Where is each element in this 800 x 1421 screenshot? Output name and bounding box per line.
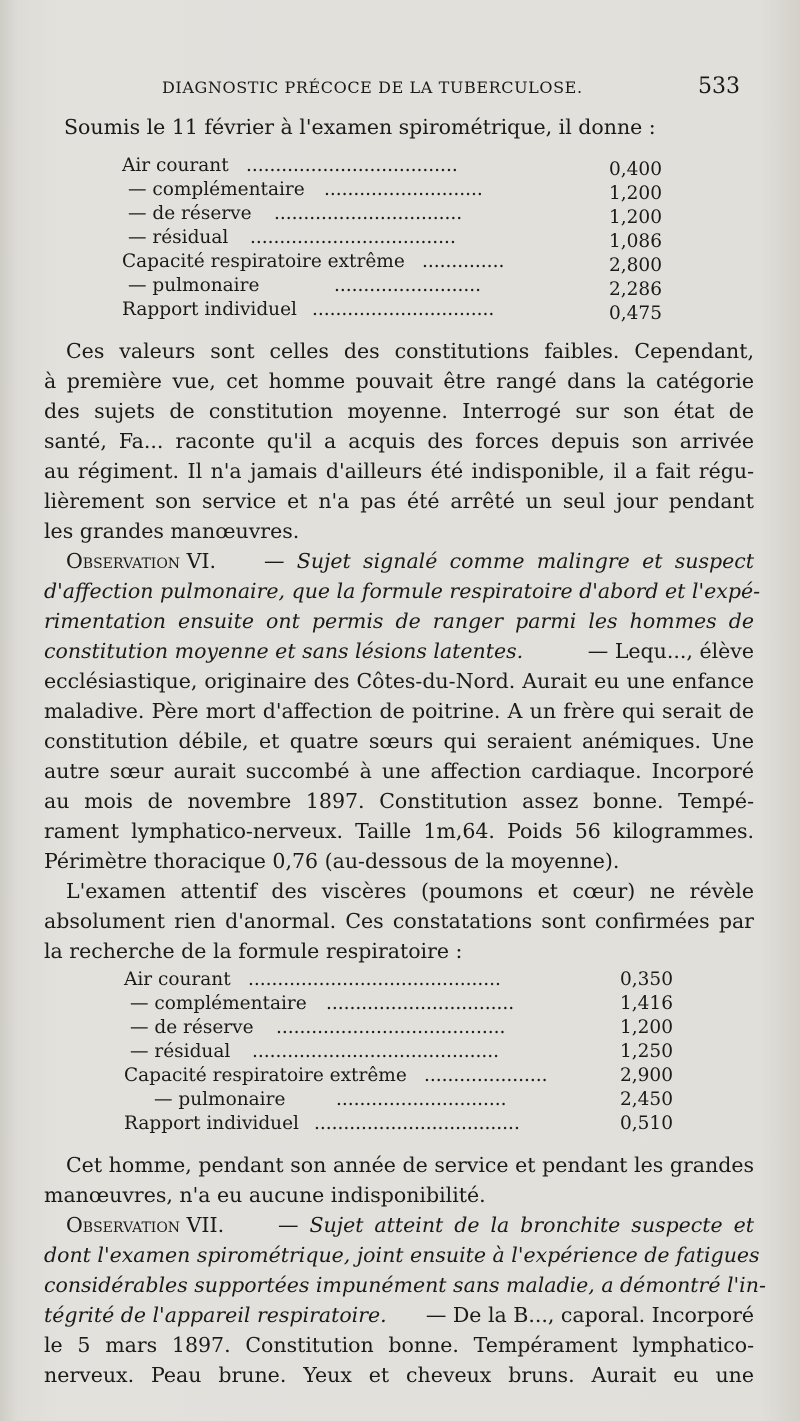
observation-title: — Sujet signalé comme malingre et suspect — [264, 549, 754, 573]
row-value: 0,400 — [609, 159, 662, 180]
leader-dots: ..................... — [424, 1065, 548, 1086]
leader-dots: ................................ — [274, 203, 463, 224]
observation-line — [66, 1210, 754, 1240]
row-label: Rapport individuel — [122, 299, 297, 320]
text-line: lièrement son service et n'a pas été arrêté un seul jour pendant — [44, 489, 754, 513]
row-label: Capacité respiratoire extrême — [122, 251, 405, 272]
text-line: le 5 mars 1897. Constitution bonne. Tempérament lymphatico- — [44, 1333, 754, 1357]
observation-title: d'affection pulmonaire, que la formule respiratoire d'abord et l'expé- — [44, 579, 760, 603]
text-line: Ces valeurs sont celles des constitutions faibles. Cependant, — [66, 339, 754, 363]
text-line: L'examen attentif des viscères (poumons et cœur) ne révèle — [66, 879, 754, 903]
row-label: Air courant — [124, 969, 231, 990]
row-label: Rapport individuel — [124, 1113, 299, 1134]
text-line: santé, Fa... raconte qu'il a acquis des forces depuis son arrivée — [44, 429, 754, 453]
leader-dots: .......................................... — [252, 1041, 499, 1062]
leader-dots: ........................................... — [248, 969, 501, 990]
text-line: Cet homme, pendant son année de service et pendant les grandes — [66, 1153, 754, 1177]
row-value: 1,200 — [609, 183, 662, 204]
text-line: constitution débile, et quatre sœurs qui seraient anémiques. Une — [44, 729, 754, 753]
row-label: — pulmonaire — [154, 1089, 286, 1110]
leader-dots: ........................... — [324, 179, 483, 200]
leader-dots: .............. — [422, 251, 505, 272]
intro-line: Soumis le 11 février à l'examen spirométrique, il donne : — [64, 115, 656, 139]
row-value: 1,200 — [609, 207, 662, 228]
observation-line — [66, 546, 754, 576]
text-line: des sujets de constitution moyenne. Interrogé sur son état de — [44, 399, 754, 423]
row-label: Air courant — [122, 155, 229, 176]
row-value: 2,450 — [620, 1089, 673, 1110]
observation-line — [44, 1300, 754, 1330]
row-value: 1,200 — [620, 1017, 673, 1038]
text-line: autre sœur aurait succombé à une affection cardiaque. Incorporé — [44, 759, 754, 783]
row-value: 0,350 — [620, 969, 673, 990]
text-line: Périmètre thoracique 0,76 (au-dessous de la moyenne). — [44, 849, 620, 873]
running-header — [140, 74, 740, 104]
text-line: les grandes manœuvres. — [44, 519, 300, 543]
leader-dots: ................................ — [326, 993, 515, 1014]
leader-dots: ....................................... — [276, 1017, 506, 1038]
text-line: à première vue, cet homme pouvait être rangé dans la catégorie — [44, 369, 754, 393]
row-label: — pulmonaire — [128, 275, 260, 296]
observation-title: dont l'examen spirométrique, joint ensuite à l'expérience de fatigues — [44, 1243, 760, 1267]
row-value: 1,416 — [620, 993, 673, 1014]
row-value: 2,800 — [609, 255, 662, 276]
row-label: — de réserve — [128, 203, 252, 224]
leader-dots: ............................... — [312, 299, 495, 320]
row-label: — complémentaire — [128, 179, 305, 200]
text-line: absolument rien d'anormal. Ces constatations sont confirmées par — [44, 909, 754, 933]
row-label: Capacité respiratoire extrême — [124, 1065, 407, 1086]
row-label: — résidual — [128, 227, 229, 248]
row-label: — résidual — [130, 1041, 231, 1062]
spirometry-table-1 — [122, 154, 682, 322]
text-line: au régiment. Il n'a jamais d'ailleurs été indisponible, il a fait régu- — [44, 459, 754, 483]
row-value: 0,510 — [620, 1113, 673, 1134]
observation-text: — Lequ..., élève — [587, 639, 754, 663]
observation-title: considérables supportées impunément sans maladie, a démontré l'in- — [44, 1273, 766, 1297]
observation-title: rimentation ensuite ont permis de ranger parmi les hommes de — [44, 609, 754, 633]
row-value: 1,086 — [609, 231, 662, 252]
leader-dots: .................................... — [246, 155, 458, 176]
page-number: 533 — [698, 74, 740, 99]
observation-heading: Observation VII. — [66, 1213, 225, 1237]
observation-text: — De la B..., caporal. Incorporé — [425, 1303, 754, 1327]
leader-dots: ................................... — [250, 227, 456, 248]
leader-dots: ................................... — [314, 1113, 520, 1134]
row-value: 0,475 — [609, 303, 662, 324]
text-line: nerveux. Peau brune. Yeux et cheveux bruns. Aurait eu une — [44, 1363, 754, 1387]
text-line: rament lymphatico-nerveux. Taille 1m,64. Poids 56 kilogrammes. — [44, 819, 754, 843]
text-line: manœuvres, n'a eu aucune indisponibilité. — [44, 1183, 486, 1207]
leader-dots: ............................. — [336, 1089, 507, 1110]
leader-dots: ......................... — [334, 275, 482, 296]
text-line: ecclésiastique, originaire des Côtes-du-Nord. Aurait eu une enfance — [44, 669, 754, 693]
observation-heading: Observation VI. — [66, 549, 216, 573]
observation-line — [44, 636, 754, 666]
row-label: — de réserve — [130, 1017, 254, 1038]
spirometry-table-2 — [124, 968, 684, 1136]
observation-title: tégrité de l'appareil respiratoire. — [44, 1303, 387, 1327]
running-title: DIAGNOSTIC PRÉCOCE DE LA TUBERCULOSE. — [162, 78, 583, 97]
text-line: maladive. Père mort d'affection de poitrine. A un frère qui serait de — [44, 699, 754, 723]
observation-title: — Sujet atteint de la bronchite suspecte et — [278, 1213, 754, 1237]
row-value: 1,250 — [620, 1041, 673, 1062]
observation-title: constitution moyenne et sans lésions latentes. — [44, 639, 524, 663]
row-label: — complémentaire — [130, 993, 307, 1014]
row-value: 2,900 — [620, 1065, 673, 1086]
text-line: au mois de novembre 1897. Constitution assez bonne. Tempé- — [44, 789, 754, 813]
text-line: la recherche de la formule respiratoire : — [44, 939, 463, 963]
row-value: 2,286 — [609, 279, 662, 300]
